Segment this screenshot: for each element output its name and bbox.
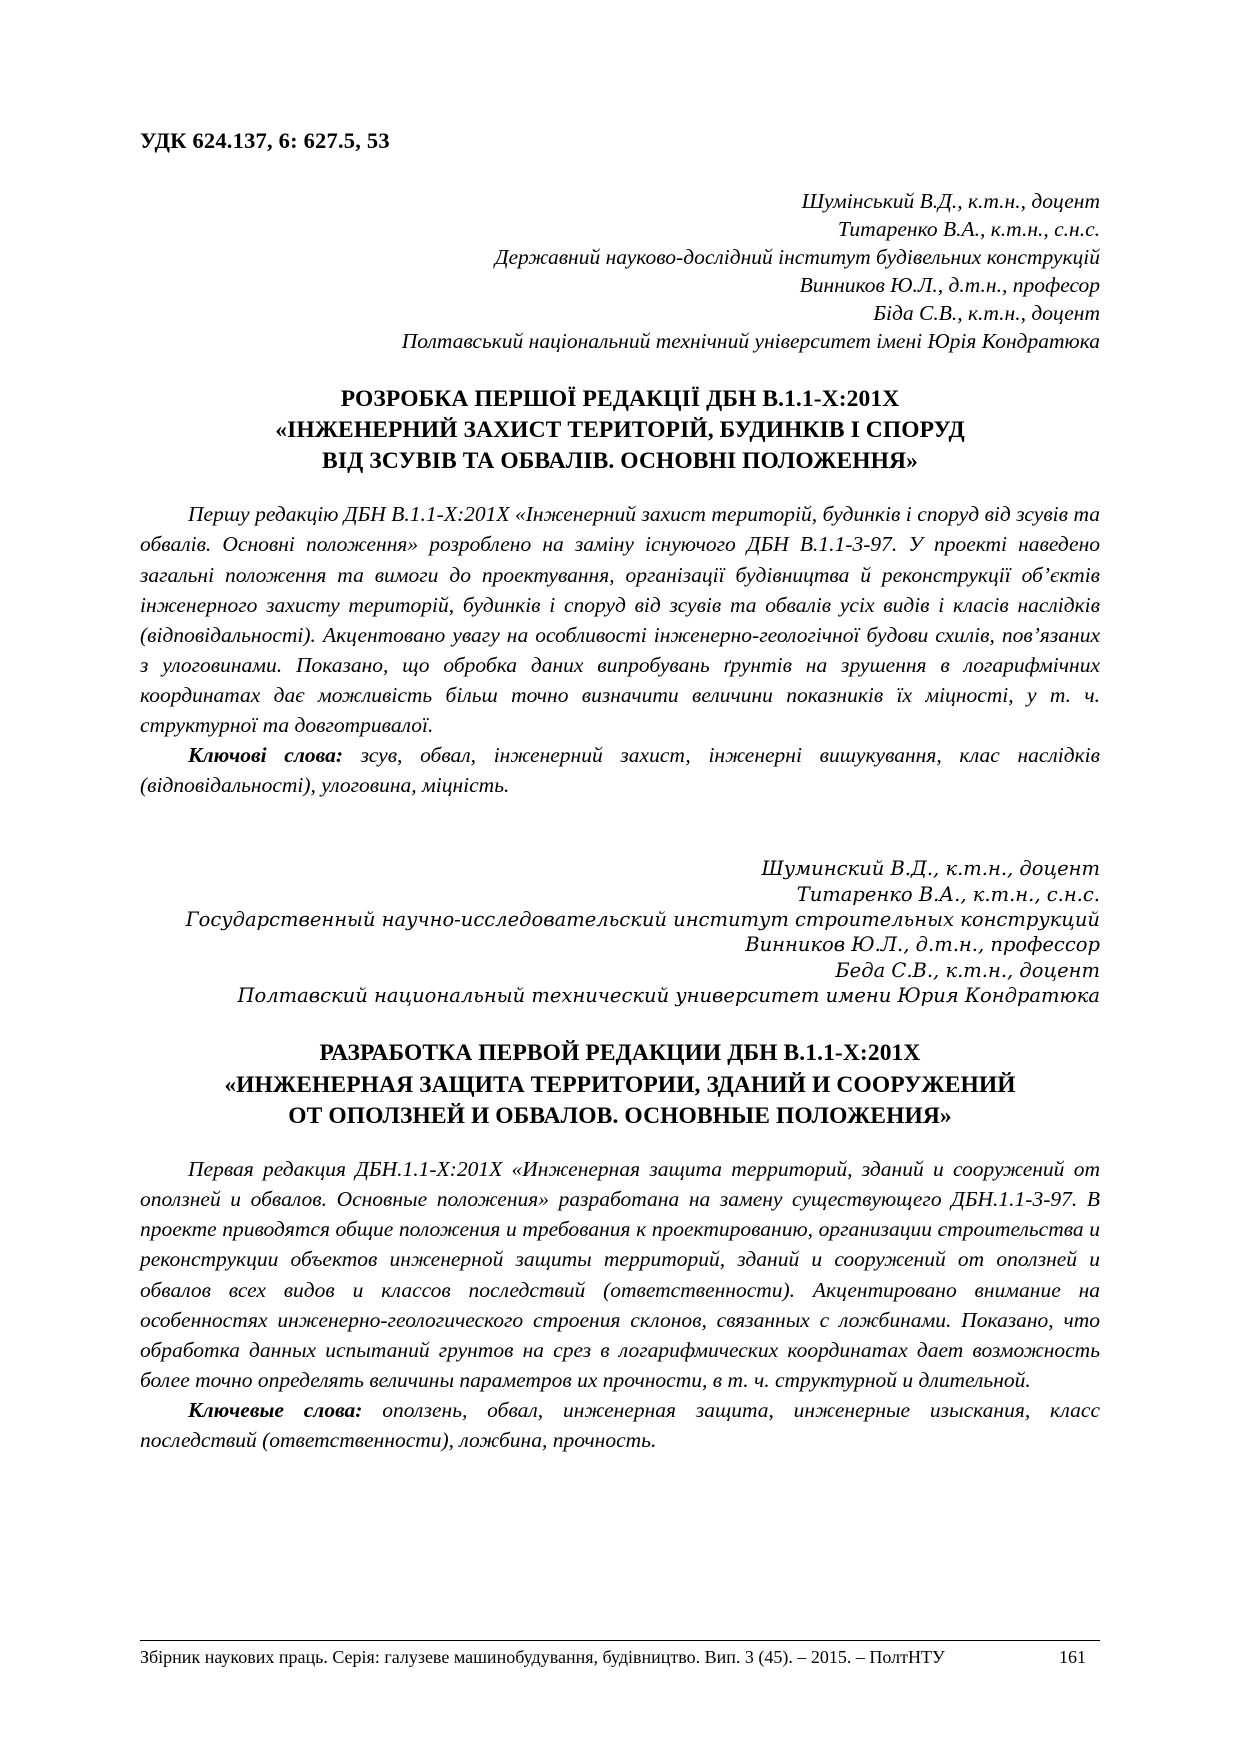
article-title-uk: [140, 384, 1100, 478]
udk-code: УДК 624.137, 6: 627.5, 53: [140, 128, 390, 153]
keywords-text-uk: зсув, обвал, інженерний захист, інженерні вишукування, клас наслідків (відповідальності), улоговина, міцність.: [140, 743, 1100, 798]
author-line: Титаренко В.А., к.т.н., с.н.с.: [837, 216, 1100, 241]
author-line: Беда С.В., к.т.н., доцент: [835, 958, 1100, 982]
keywords-ru: [140, 1395, 1100, 1455]
page-number: 161: [1059, 1647, 1086, 1667]
keywords-uk: [140, 740, 1100, 800]
title-line: «ІНЖЕНЕРНИЙ ЗАХИСТ ТЕРИТОРІЙ, БУДИНКІВ І СПОРУД: [275, 416, 965, 443]
article-title-ru: [140, 1038, 1100, 1132]
title-line: ОТ ОПОЛЗНЕЙ И ОБВАЛОВ. ОСНОВНЫЕ ПОЛОЖЕНИЯ»: [288, 1102, 952, 1129]
authors-block-uk: [140, 188, 1100, 356]
author-line: Титаренко В.А., к.т.н., с.н.с.: [796, 882, 1100, 906]
authors-block-ru: [140, 856, 1100, 1008]
author-line: Шуминский В.Д., к.т.н., доцент: [761, 857, 1100, 881]
affiliation-line: Полтавский национальный технический университет имени Юрия Кондратюка: [237, 984, 1100, 1008]
keywords-label-ru: Ключевые слова:: [188, 1397, 363, 1422]
author-line: Біда С.В., к.т.н., доцент: [873, 300, 1100, 325]
title-line: РАЗРАБОТКА ПЕРВОЙ РЕДАКЦИИ ДБН В.1.1-Х:201Х: [319, 1040, 921, 1067]
abstract-ru: Первая редакция ДБН.1.1-Х:201Х «Инженерная защита территорий, зданий и сооружений от оползней и обвалов. Основные положения» разработана на замену существующего ДБН.1.1-3-97. В проекте приводятся общие положения и требования к проектированию, организации строительства и реконструкции объектов инженерной защиты территорий, зданий и сооружений от оползней и обвалов всех видов и классов последствий (ответственности). Акцентировано внимание на особенностях инженерно-геологического строения склонов, связанных с ложбинами. Показано, что обработка данных испытаний грунтов на срез в логарифмических координатах дает возможность более точно определять величины параметров их прочности, в т. ч. структурной и длительной.: [140, 1157, 1100, 1392]
footer-journal-info: Збірник наукових праць. Серія: галузеве машинобудування, будівництво. Вип. 3 (45). – 2015. – ПолтНТУ: [140, 1647, 945, 1667]
affiliation-line: Державний науково-дослідний інститут будівельних конструкцій: [494, 244, 1100, 269]
affiliation-line: Государственный научно-исследовательский институт строительных конструкций: [185, 908, 1100, 931]
author-line: Винников Ю.Л., д.т.н., профессор: [745, 933, 1100, 957]
title-line: РОЗРОБКА ПЕРШОЇ РЕДАКЦІЇ ДБН В.1.1-Х:201Х: [340, 385, 900, 412]
section-spacer: [140, 800, 1100, 856]
keywords-label-uk: Ключові слова:: [188, 743, 343, 768]
keywords-text-ru: оползень, обвал, инженерная защита, инженерные изыскания, класс последствий (ответственности), ложбина, прочность.: [140, 1397, 1100, 1452]
page-footer: [140, 1640, 1100, 1668]
author-line: Винников Ю.Л., д.т.н., професор: [799, 272, 1100, 297]
affiliation-line: Полтавський національний технічний університет імені Юрія Кондратюка: [401, 328, 1100, 353]
title-line: «ИНЖЕНЕРНАЯ ЗАЩИТА ТЕРРИТОРИИ, ЗДАНИЙ И СООРУЖЕНИЙ: [224, 1071, 1016, 1098]
title-line: ВІД ЗСУВІВ ТА ОБВАЛІВ. ОСНОВНІ ПОЛОЖЕННЯ»: [322, 448, 918, 475]
author-line: Шумінський В.Д., к.т.н., доцент: [801, 189, 1100, 213]
footer-divider: [140, 1640, 1100, 1641]
abstract-uk: Першу редакцію ДБН В.1.1-Х:201Х «Інженерний захист територій, будинків і споруд від зсувів та обвалів. Основні положення» розроблено на заміну існуючого ДБН В.1.1-3-97. У проекті наведено загальні положення та вимоги до проектування, організації будівництва й реконструкції об’єктів інженерного захисту територій, будинків і споруд від зсувів та обвалів усіх видів і класів наслідків (відповідальності). Акцентовано увагу на особливості інженерно-геологічної будови схилів, пов’язаних з улоговинами. Показано, що обробка даних випробувань ґрунтів на зрушення в логарифмічних координатах дає можливість більш точно визначити величини показників їх міцності, у т. ч. структурної та довготривалої.: [140, 502, 1100, 738]
